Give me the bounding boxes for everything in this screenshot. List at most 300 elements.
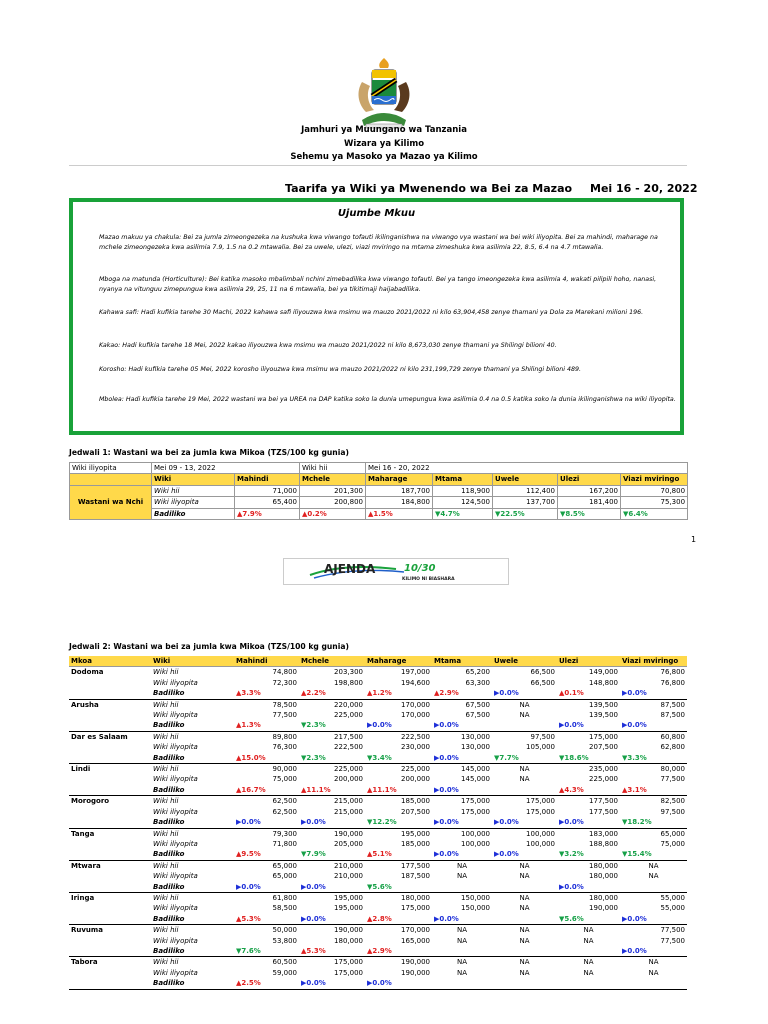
price-cell: 195,000	[334, 893, 363, 902]
price-cell: 130,000	[461, 732, 490, 741]
change-cell	[299, 882, 365, 893]
triangle-down-icon: ▼	[301, 721, 307, 730]
price-cell: 190,000	[589, 904, 618, 913]
change-value: 0.0%	[439, 753, 459, 762]
triangle-up-icon: ▲	[236, 979, 242, 988]
change-value: 1.5%	[373, 509, 393, 518]
price-cell: 149,000	[589, 668, 618, 677]
price-cell: 65,000	[272, 861, 297, 870]
change-cell	[432, 817, 492, 828]
price-cell: 180,000	[589, 893, 618, 902]
triangle-up-icon: ▲	[367, 946, 373, 955]
price-cell: 200,800	[300, 497, 366, 508]
column-header: Maharage	[365, 656, 432, 667]
region-name-empty	[69, 710, 151, 720]
change-value: 0.0%	[439, 785, 459, 794]
change-value: 2.3%	[306, 753, 326, 762]
price-cell: 97,500	[660, 807, 685, 816]
region-name-empty	[69, 849, 151, 860]
region-name-empty	[69, 688, 151, 699]
triangle-up-icon: ▲	[236, 850, 242, 859]
price-cell: 195,000	[401, 829, 430, 838]
row-label: Wiki hii	[153, 797, 179, 806]
change-cell	[234, 946, 299, 957]
triangle-down-icon: ▼	[559, 914, 565, 923]
table-row	[69, 731, 687, 742]
change-value: 5.6%	[372, 882, 392, 891]
region-name-empty	[69, 968, 151, 978]
change-value: 3.4%	[372, 753, 392, 762]
region-name-empty	[69, 903, 151, 913]
price-cell: 66,500	[530, 668, 555, 677]
change-cell	[432, 688, 492, 699]
price-cell: NA	[456, 861, 468, 870]
row-label: Badiliko	[151, 882, 234, 893]
price-cell: 82,500	[660, 797, 685, 806]
price-cell: 67,500	[465, 700, 490, 709]
group-header-cell	[70, 474, 152, 485]
price-cell: 177,500	[589, 797, 618, 806]
change-cell	[620, 688, 687, 699]
triangle-up-icon: ▲	[434, 689, 440, 698]
price-cell: 175,000	[589, 732, 618, 741]
triangle-down-icon: ▼	[559, 753, 565, 762]
price-cell: NA	[456, 936, 468, 945]
change-value: 7.6%	[241, 946, 261, 955]
table-row	[70, 497, 688, 508]
price-cell: 185,000	[401, 797, 430, 806]
price-cell: 200,000	[401, 775, 430, 784]
key-message-box	[69, 198, 684, 435]
triangle-right-icon: ▶	[367, 721, 373, 730]
price-cell: 215,000	[334, 807, 363, 816]
change-cell	[557, 785, 620, 796]
change-value: 0.0%	[439, 914, 459, 923]
price-cell: 170,000	[401, 700, 430, 709]
change-cell	[493, 508, 558, 519]
change-value: 2.2%	[306, 689, 326, 698]
region-name-empty	[69, 678, 151, 688]
price-cell: 185,000	[401, 839, 430, 848]
header-divider	[69, 165, 687, 166]
change-cell	[299, 688, 365, 699]
change-cell	[620, 914, 687, 925]
region-name: Dar es Salaam	[71, 732, 128, 741]
column-header: Maharage	[366, 474, 433, 485]
row-label: Wiki iliyopita	[153, 678, 198, 687]
change-cell	[365, 946, 432, 957]
change-cell	[557, 882, 620, 893]
change-cell	[299, 978, 365, 989]
price-cell: 148,800	[589, 678, 618, 687]
price-cell: 139,500	[589, 700, 618, 709]
change-cell	[234, 978, 299, 989]
change-value: 5.6%	[564, 914, 584, 923]
table1-caption: Jedwali 1: Wastani wa bei za jumla kwa Mikoa (TZS/100 kg gunia)	[69, 448, 349, 457]
message-paragraph: Mbolea: Hadi kufikia tarehe 19 Mei, 2022 wastani wa bei ya UREA na DAP katika soko la dunia umepungua kwa asilimia 0.4 na 0.5 katika soko la dunia ikilinganishwa na wiki iliyopita.	[99, 396, 676, 403]
price-cell: 170,000	[401, 926, 430, 935]
price-cell: 210,000	[334, 861, 363, 870]
change-cell	[234, 753, 299, 764]
change-value: 11.1%	[306, 785, 331, 794]
table-row	[69, 764, 687, 775]
table-row	[69, 828, 687, 839]
change-cell	[234, 914, 299, 925]
national-average-table	[69, 462, 688, 520]
price-cell: 175,000	[334, 958, 363, 967]
price-cell: 87,500	[660, 700, 685, 709]
table-row	[69, 774, 687, 784]
change-cell	[557, 849, 620, 860]
curr-week-label: Wiki hii	[300, 463, 366, 474]
price-cell: 190,000	[401, 958, 430, 967]
change-value: 0.0%	[439, 818, 459, 827]
price-cell: NA	[583, 936, 594, 945]
price-cell: 145,000	[461, 765, 490, 774]
message-paragraph: Kahawa safi: Hadi kufikia tarehe 30 Machi, 2022 kahawa safi iliyouzwa kwa msimu wa mauzo 2021/2022 ni kilo 63,904,458 zenye thamani ya Dola za Marekani milioni 196.	[99, 309, 644, 316]
message-paragraph: Kakao: Hadi kufikia tarehe 18 Mei, 2022 kakao iliyouzwa kwa msimu wa mauzo 2021/2022 ni kilo 8,673,030 zenye thamani ya Shilingi bilioni 40.	[99, 342, 557, 349]
price-cell: 175,000	[526, 807, 555, 816]
price-cell: 165,000	[401, 936, 430, 945]
price-cell: 181,400	[558, 497, 621, 508]
price-cell: NA	[519, 958, 530, 967]
change-value: 2.3%	[306, 721, 326, 730]
triangle-right-icon: ▶	[622, 914, 628, 923]
price-cell: NA	[648, 958, 659, 967]
triangle-up-icon: ▲	[559, 785, 565, 794]
table-row	[69, 678, 687, 688]
price-cell: 207,500	[589, 743, 618, 752]
change-cell	[299, 785, 365, 796]
triangle-up-icon: ▲	[301, 946, 307, 955]
table2-caption: Jedwali 2: Wastani wa bei za jumla kwa Mikoa (TZS/100 kg gunia)	[69, 642, 349, 651]
price-cell: 65,000	[660, 829, 685, 838]
table-row	[69, 968, 687, 978]
price-cell: 55,000	[660, 904, 685, 913]
change-value: 22.5%	[500, 509, 525, 518]
price-cell: 220,000	[334, 700, 363, 709]
change-cell	[432, 753, 492, 764]
price-cell: NA	[519, 861, 530, 870]
price-cell: 77,500	[660, 775, 685, 784]
row-label: Badiliko	[151, 785, 234, 796]
region-name-empty	[69, 807, 151, 817]
change-value: 5.3%	[241, 914, 261, 923]
triangle-right-icon: ▶	[434, 850, 440, 859]
price-cell: 76,800	[660, 678, 685, 687]
price-cell: 183,000	[589, 829, 618, 838]
column-header: Mchele	[299, 656, 365, 667]
row-label: Badiliko	[151, 817, 234, 828]
price-cell: 60,800	[660, 732, 685, 741]
change-cell	[299, 849, 365, 860]
curr-week-dates: Mei 16 - 20, 2022	[366, 463, 688, 474]
table1-header-row	[70, 474, 688, 485]
change-cell	[620, 720, 687, 731]
change-cell	[620, 753, 687, 764]
change-cell	[365, 753, 432, 764]
column-header: Mahindi	[235, 474, 300, 485]
change-cell	[299, 914, 365, 925]
triangle-right-icon: ▶	[301, 818, 307, 827]
change-value: 18.6%	[564, 753, 589, 762]
price-cell: 210,000	[334, 872, 363, 881]
change-cell	[365, 978, 432, 989]
column-header: Wiki	[152, 474, 235, 485]
price-cell: 201,300	[300, 485, 366, 496]
svg-text:AJENDA: AJENDA	[324, 562, 376, 576]
triangle-right-icon: ▶	[622, 689, 628, 698]
column-header: Mkoa	[69, 656, 151, 667]
price-cell: 50,000	[272, 926, 297, 935]
change-cell	[433, 508, 493, 519]
change-cell	[621, 508, 688, 519]
change-cell	[234, 720, 299, 731]
change-value: 0.0%	[372, 979, 392, 988]
price-cell: 124,500	[433, 497, 493, 508]
column-header: Viazi mviringo	[620, 656, 687, 667]
row-label: Wiki iliyopita	[153, 872, 198, 881]
row-label: Badiliko	[151, 720, 234, 731]
change-cell	[492, 946, 557, 957]
triangle-down-icon: ▼	[367, 753, 373, 762]
change-cell	[620, 946, 687, 957]
price-cell: 175,000	[461, 807, 490, 816]
row-label: Wiki hii	[153, 700, 179, 709]
price-cell: 71,000	[235, 485, 300, 496]
price-cell: 100,000	[461, 839, 490, 848]
price-cell: 77,500	[660, 926, 685, 935]
triangle-right-icon: ▶	[236, 818, 242, 827]
table-row	[69, 860, 687, 871]
price-cell: 197,000	[401, 668, 430, 677]
price-cell: 217,500	[334, 732, 363, 741]
price-cell: 205,000	[334, 839, 363, 848]
change-row	[69, 785, 687, 796]
change-cell	[365, 914, 432, 925]
change-value: 0.0%	[564, 882, 584, 891]
region-name: Lindi	[71, 765, 91, 774]
region-name-empty	[69, 774, 151, 784]
price-cell: 72,300	[272, 678, 297, 687]
price-cell: 65,200	[465, 668, 490, 677]
change-cell	[299, 720, 365, 731]
table-row	[69, 957, 687, 968]
change-value: 2.5%	[241, 979, 261, 988]
price-cell: 58,500	[272, 904, 297, 913]
price-cell: 145,000	[461, 775, 490, 784]
price-cell: 177,500	[401, 861, 430, 870]
change-row	[69, 946, 687, 957]
triangle-right-icon: ▶	[367, 979, 373, 988]
table-row	[69, 742, 687, 752]
change-cell	[235, 508, 300, 519]
change-cell	[365, 882, 432, 893]
change-cell	[557, 946, 620, 957]
price-cell: NA	[456, 958, 468, 967]
price-cell: NA	[519, 893, 530, 902]
table-row	[69, 892, 687, 903]
triangle-up-icon: ▲	[367, 689, 373, 698]
column-header: Uwele	[493, 474, 558, 485]
triangle-up-icon: ▲	[301, 689, 307, 698]
row-label: Wiki iliyopita	[153, 711, 198, 720]
region-name-empty	[69, 753, 151, 764]
change-cell	[234, 785, 299, 796]
region-name-empty	[69, 936, 151, 946]
price-cell: 76,800	[660, 668, 685, 677]
region-name-empty	[69, 742, 151, 752]
triangle-up-icon: ▲	[367, 914, 373, 923]
message-paragraph: Mazao makuu ya chakula: Bei za jumla zimeongezeka na kushuka kwa viwango tofauti ikilinganishwa na viwango vya wastani wa bei wiki iliyopita. Bei za mahindi, maharage na mchele zimeongezeka kwa asilimia 7.9, 1.5 na 0.2 mtawalia. Bei za uwele, ulezi, viazi mviringo na mtama zimeshuka kwa asilimia 22, 8.5, 6.4 na 4.7 mtawalia.	[99, 234, 658, 251]
price-cell: 175,000	[334, 968, 363, 977]
key-message-title: Ujumbe Mkuu	[337, 208, 416, 219]
price-cell: 89,800	[272, 732, 297, 741]
tanzania-coat-of-arms-icon	[344, 54, 424, 134]
price-cell: 67,500	[465, 711, 490, 720]
price-cell: 100,000	[526, 839, 555, 848]
price-cell: 187,500	[401, 872, 430, 881]
change-row	[70, 508, 688, 519]
price-cell: NA	[648, 861, 659, 870]
row-label: Wiki iliyopita	[153, 936, 198, 945]
change-cell	[299, 753, 365, 764]
change-value: 8.5%	[565, 509, 585, 518]
price-cell: 175,000	[526, 797, 555, 806]
region-name: Ruvuma	[71, 926, 103, 935]
price-cell: 215,000	[334, 797, 363, 806]
triangle-right-icon: ▶	[434, 818, 440, 827]
price-cell: NA	[519, 968, 530, 977]
change-value: 15.4%	[627, 850, 652, 859]
row-label: Wiki hii	[153, 732, 179, 741]
change-cell	[365, 785, 432, 796]
triangle-right-icon: ▶	[434, 914, 440, 923]
triangle-down-icon: ▼	[367, 882, 373, 891]
region-name-empty	[69, 720, 151, 731]
row-label: Wiki hii	[153, 958, 179, 967]
change-value: 0.0%	[306, 914, 326, 923]
price-cell: NA	[456, 968, 468, 977]
triangle-right-icon: ▶	[559, 882, 565, 891]
change-value: 0.0%	[499, 818, 519, 827]
change-value: 12.2%	[372, 818, 397, 827]
change-value: 2.9%	[372, 946, 392, 955]
price-cell: 175,000	[401, 904, 430, 913]
triangle-right-icon: ▶	[622, 946, 628, 955]
change-cell	[365, 817, 432, 828]
price-cell: 222,500	[334, 743, 363, 752]
region-name-empty	[69, 978, 151, 989]
price-cell: 87,500	[660, 711, 685, 720]
triangle-right-icon: ▶	[434, 785, 440, 794]
change-value: 0.0%	[564, 721, 584, 730]
change-cell	[299, 946, 365, 957]
price-cell: NA	[456, 872, 468, 881]
price-cell: 70,800	[621, 485, 688, 496]
triangle-up-icon: ▲	[236, 689, 242, 698]
prev-week-dates: Mei 09 - 13, 2022	[152, 463, 300, 474]
change-row	[69, 914, 687, 925]
row-label: Wiki iliyopita	[153, 807, 198, 816]
price-cell: 180,000	[334, 936, 363, 945]
change-cell	[557, 688, 620, 699]
price-cell: 78,500	[272, 700, 297, 709]
change-cell	[234, 849, 299, 860]
svg-text:KILIMO NI BIASHARA: KILIMO NI BIASHARA	[402, 577, 455, 582]
change-value: 2.8%	[372, 914, 392, 923]
change-cell	[492, 849, 557, 860]
change-value: 0.0%	[627, 914, 647, 923]
message-paragraph: Mboga na matunda (Horticulture): Bei katika masoko mbalimbali nchini zimebadilika kwa viwango tofauti. Bei ya tango imeongezeka kwa asilimia 4, wakati pilipili hoho, nanasi, nyanya na vitunguu zimepungua kwa asilimia 29, 25, 11 na 6 mtawalia, bei ya tikitimaji haijabadilika.	[99, 276, 657, 293]
triangle-down-icon: ▼	[435, 509, 441, 518]
change-value: 0.0%	[499, 850, 519, 859]
change-value: 0.0%	[564, 818, 584, 827]
table-row	[69, 667, 687, 678]
region-name: Tanga	[71, 829, 95, 838]
change-value: 16.7%	[241, 785, 266, 794]
triangle-down-icon: ▼	[622, 753, 628, 762]
triangle-up-icon: ▲	[302, 509, 308, 518]
triangle-up-icon: ▲	[236, 785, 242, 794]
price-cell: 80,000	[660, 765, 685, 774]
change-cell	[557, 753, 620, 764]
triangle-right-icon: ▶	[434, 721, 440, 730]
column-header: Mtama	[432, 656, 492, 667]
change-cell	[620, 785, 687, 796]
price-cell: 150,000	[461, 904, 490, 913]
row-label: Badiliko	[151, 914, 234, 925]
price-cell: 222,500	[401, 732, 430, 741]
table-row	[69, 925, 687, 936]
price-cell: 203,300	[334, 668, 363, 677]
row-label: Badiliko	[152, 508, 235, 519]
price-cell: 79,300	[272, 829, 297, 838]
price-cell: 180,000	[589, 872, 618, 881]
message-paragraph: Korosho: Hadi kufikia tarehe 05 Mei, 2022 korosho iliyouzwa kwa msimu wa mauzo 2021/2022 ni kilo 231,199,729 zenye thamani ya Shilingi bilioni 489.	[99, 366, 582, 373]
price-cell: NA	[519, 775, 530, 784]
change-row	[69, 720, 687, 731]
triangle-down-icon: ▼	[236, 946, 242, 955]
ajenda-1030-logo	[283, 558, 509, 585]
triangle-up-icon: ▲	[368, 509, 374, 518]
report-title: Taarifa ya Wiki ya Mwenendo wa Bei za Mazao	[285, 182, 573, 195]
group-label: Wastani wa Nchi	[70, 485, 152, 519]
price-cell: NA	[583, 926, 594, 935]
change-value: 0.0%	[439, 721, 459, 730]
price-cell: 137,700	[493, 497, 558, 508]
change-cell	[558, 508, 621, 519]
table2-header-row	[69, 656, 687, 667]
price-cell: 200,000	[334, 775, 363, 784]
region-name: Iringa	[71, 893, 95, 902]
row-label: Wiki iliyopita	[153, 775, 198, 784]
price-cell: NA	[648, 968, 659, 977]
change-value: 0.0%	[241, 882, 261, 891]
triangle-right-icon: ▶	[301, 979, 307, 988]
table-row	[69, 936, 687, 946]
change-cell	[620, 849, 687, 860]
triangle-down-icon: ▼	[622, 850, 628, 859]
region-name-empty	[69, 946, 151, 957]
price-cell: 150,000	[461, 893, 490, 902]
price-cell: 130,000	[461, 743, 490, 752]
price-cell: 139,500	[589, 711, 618, 720]
row-label: Wiki hii	[153, 668, 179, 677]
price-cell: 62,500	[272, 797, 297, 806]
change-value: 15.0%	[241, 753, 266, 762]
change-cell	[432, 978, 492, 989]
